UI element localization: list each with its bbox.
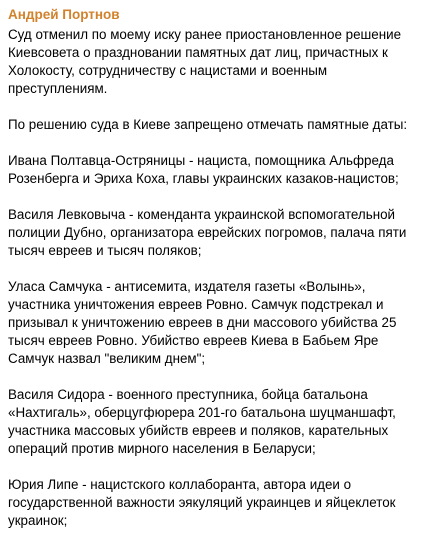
message-paragraph: Юрия Липе - нацистского коллаборанта, автора идеи о государственной важности эякуляций украинцев и яйцеклеток украинок; [8,477,396,528]
message-paragraph: Василя Левковыча - коменданта украинской вспомогательной полиции Дубно, организатора еврейских погромов, палача пяти тысяч евреев и тысяч поляков; [8,207,407,258]
message-paragraph: Суд отменил по моему иску ранее приостановленное решение Киевсовета о праздновании памятных дат лиц, причастных к Холокосту, сотрудничеству с нацистами и военным преступлениям. [8,27,402,96]
message-text [8,26,422,530]
author-name[interactable]: Андрей Портнов [8,7,120,22]
message-paragraph: Ивана Полтавца-Остряницы - нациста, помощника Альфреда Розенберга и Эриха Коха, главы украинских казаков-нацистов; [8,153,399,186]
message-paragraph: Уласа Самчука - антисемита, издателя газеты «Волынь», участника уничтожения евреев Ровно. Самчук подстрекал и призывал к уничтожению евреев в дни массового убийства 25 тысяч евреев Ровно. Убийство евреев Киева в Бабьем Яре Самчук назвал "великим днем"; [8,279,397,366]
message-paragraph: Василя Сидора - военного преступника, бойца батальона «Нахтигаль», оберцугфюрера 201-го батальона шуцманшафт, участника массовых убийств евреев и поляков, карательных операций против мирного населения в Беларуси; [8,387,396,456]
message-paragraph: По решению суда в Киеве запрещено отмечать памятные даты: [8,117,408,132]
